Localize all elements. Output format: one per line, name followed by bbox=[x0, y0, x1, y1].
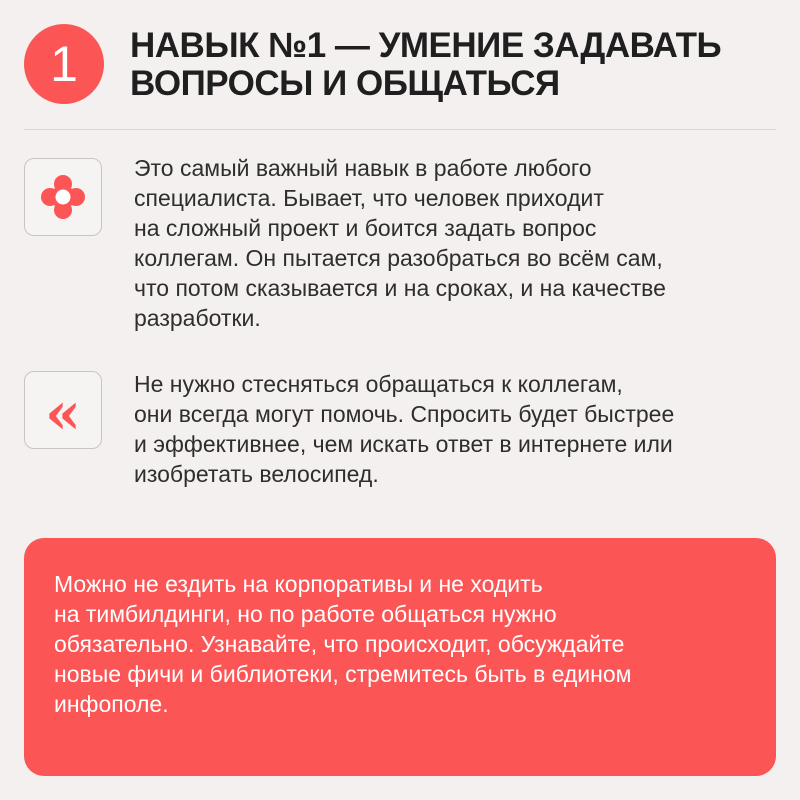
step-number-badge bbox=[24, 24, 104, 104]
header-divider bbox=[24, 129, 776, 130]
paragraph-line: что потом сказывается и на сроках, и на качестве bbox=[134, 275, 666, 301]
highlight-callout bbox=[24, 538, 776, 776]
advice-paragraph bbox=[134, 369, 774, 489]
paragraph-line: изобретать велосипед. bbox=[134, 461, 379, 487]
quote-icon: « bbox=[44, 379, 82, 447]
callout-line: обязательно. Узнавайте, что происходит, обсуждайте bbox=[54, 631, 625, 657]
paragraph-line: Не нужно стесняться обращаться к коллегам, bbox=[134, 371, 623, 397]
flower-icon-box bbox=[24, 158, 102, 236]
callout-line: новые фичи и библиотеки, стремитесь быть в едином bbox=[54, 661, 632, 687]
step-number: 1 bbox=[50, 36, 78, 92]
quote-icon-box bbox=[24, 371, 102, 449]
paragraph-line: разработки. bbox=[134, 305, 261, 331]
intro-paragraph bbox=[134, 153, 774, 333]
paragraph-line: Это самый важный навык в работе любого bbox=[134, 155, 592, 181]
callout-text bbox=[54, 569, 631, 719]
paragraph-line: коллегам. Он пытается разобраться во всём сам, bbox=[134, 245, 663, 271]
callout-line: инфополе. bbox=[54, 691, 169, 717]
callout-line: Можно не ездить на корпоративы и не ходить bbox=[54, 571, 543, 597]
page-title bbox=[130, 27, 780, 103]
callout-line: на тимбилдинги, но по работе общаться нужно bbox=[54, 601, 557, 627]
paragraph-line: специалиста. Бывает, что человек приходит bbox=[134, 185, 604, 211]
paragraph-line: на сложный проект и боится задать вопрос bbox=[134, 215, 597, 241]
title-line: НАВЫК №1 — УМЕНИЕ ЗАДАВАТЬ bbox=[130, 26, 722, 65]
paragraph-line: и эффективнее, чем искать ответ в интернете или bbox=[134, 431, 673, 457]
paragraph-line: они всегда могут помочь. Спросить будет быстрее bbox=[134, 401, 675, 427]
title-line: ВОПРОСЫ И ОБЩАТЬСЯ bbox=[130, 64, 560, 103]
flower-icon bbox=[40, 174, 86, 220]
